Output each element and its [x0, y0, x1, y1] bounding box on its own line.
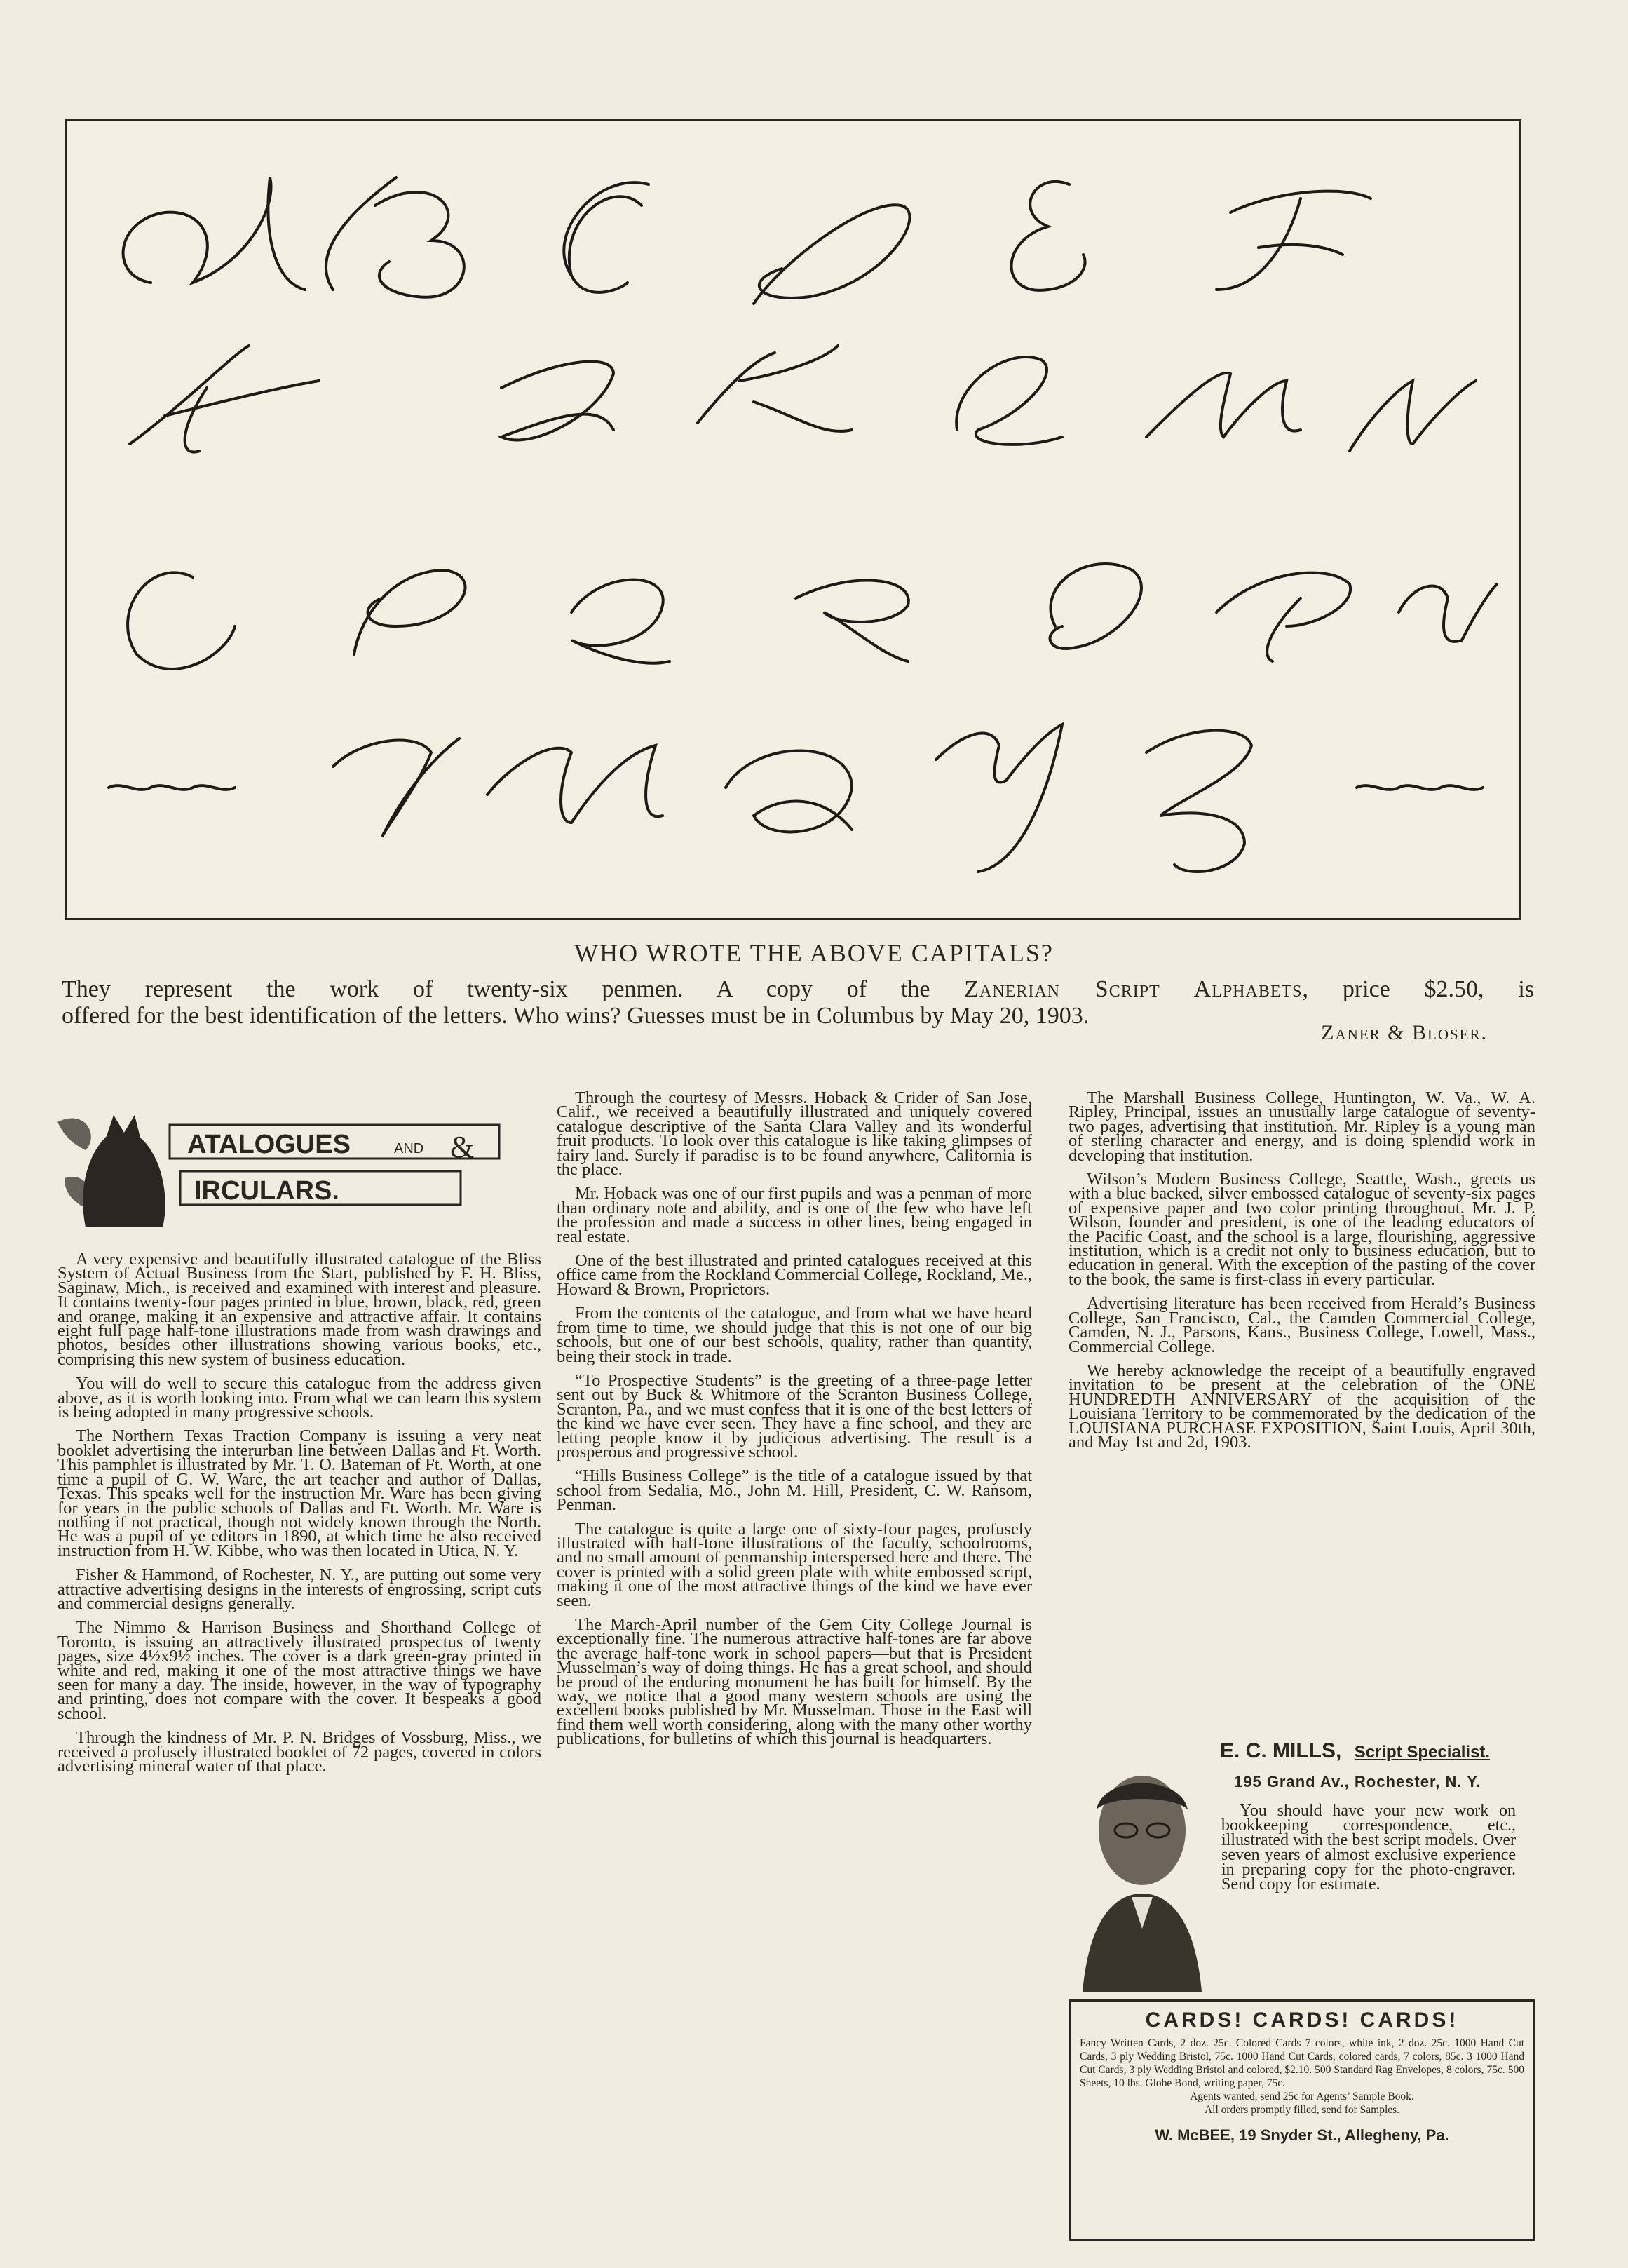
script-letter-J — [501, 362, 613, 440]
col2-paragraph: One of the best illustrated and printed catalogues received at this office came from the Rockland Commercial College, Rockland, Me., Howard & Brown, Proprietors. — [557, 1251, 1032, 1299]
col1-paragraph: The Nimmo & Harrison Business and Shorthand College of Toronto, is issuing an attractively illustrated prospectus of twenty pages, size 4½x9½ inches. The cover is a dark green-gray printed in white and red, making it one of the most attractive things we have seen for many a day. The inside, however, in the way of typography and printing, does not compare with the cover. It bespeaks a good school. — [57, 1618, 541, 1723]
script-letter-D — [754, 205, 909, 304]
cards-agents: Agents wanted, send 25c for Agents’ Sample Book. — [1190, 2091, 1414, 2102]
script-letter-E — [1012, 182, 1085, 290]
script-letter-W — [487, 745, 663, 823]
col1-paragraph: A very expensive and beautifully illustrated catalogue of the Bliss System of Actual Business from the Start, published by F. H. Bliss, Saginaw, Mich., is received and examined with interest and pleasure. It contains twenty-four pages printed in blue, brown, black, red, green and orange, making it an expensive and attractive affair. It contains eight full page half-tone illustrations made from wash drawings and photos, besides other illustrations showing various books, etc., comprising this new system of business education. — [57, 1250, 541, 1369]
script-capitals-plate — [65, 119, 1521, 920]
script-letter-Z — [1146, 731, 1251, 872]
cards-advertisement — [1069, 1999, 1535, 2241]
intro-line-1-pre: They represent the work of twenty-six penmen. A copy of the — [62, 976, 930, 1002]
book-title: Zanerian Script Alphabets — [964, 976, 1303, 1002]
script-letter-A — [123, 177, 305, 290]
script-letter-C — [564, 182, 649, 292]
banner-word-2: IRCULARS. — [194, 1176, 339, 1206]
script-letter-H — [130, 346, 319, 452]
script-flourish-right — [1357, 785, 1483, 790]
column-3 — [1069, 1088, 1535, 1459]
mills-text: You should have your new work on bookkeeping correspondence, etc., illustrated with the best script models. Over seven years of almost exclusive experience in preparing copy for the photo-engraver. Send copy for estimate. — [1221, 1802, 1516, 1894]
col3-paragraph: Advertising literature has been received from Herald’s Business College, San Francisco, Cal., the Camden Commercial College, Camden, N. J., Parsons, Kans., Business College, Lowell, Mass., Commercial College. — [1069, 1294, 1535, 1356]
portrait-photo — [1069, 1753, 1216, 1992]
signature: Zaner & Bloser. — [1321, 1021, 1488, 1044]
script-letter-R — [796, 581, 909, 661]
mills-address: 195 Grand Av., Rochester, N. Y. — [1234, 1773, 1481, 1790]
mills-name: E. C. MILLS, — [1220, 1739, 1342, 1762]
intro-line-1 — [62, 976, 1534, 1003]
script-letter-L — [956, 357, 1062, 445]
col2-paragraph: “Hills Business College” is the title of a catalogue issued by that school from Sedalia, Mo., John M. Hill, President, C. W. Ransom, Penman. — [557, 1466, 1032, 1515]
script-letter-V — [333, 738, 459, 837]
banner-and: AND — [394, 1141, 424, 1156]
col2-paragraph: Mr. Hoback was one of our first pupils and was a penman of more than ordinary note and ability, and is one of the few who have left the profession and made a success in other lines, being engaged in real estate. — [557, 1184, 1032, 1246]
plate-caption: WHO WROTE THE ABOVE CAPITALS? — [574, 939, 1054, 967]
script-letter-S — [1050, 564, 1141, 649]
mills-advertisement — [1069, 1739, 1535, 2006]
script-flourish-left — [109, 785, 235, 790]
col1-paragraph: Fisher & Hammond, of Rochester, N. Y., are putting out some very attractive advertising designs in the interests of engrossing, script cuts and commercial designs generally. — [57, 1565, 541, 1613]
col2-paragraph: From the contents of the catalogue, and from what we have heard from time to time, we should judge that this is not one of our big schools, but one of our best schools, quality, rather than quantity, being their stock in trade. — [557, 1304, 1032, 1366]
mills-title: Script Specialist. — [1354, 1743, 1491, 1762]
banner-word-1: ATALOGUES — [187, 1130, 351, 1159]
col2-paragraph: The March-April number of the Gem City College Journal is exceptionally fine. The numerous attractive half-tones are far above the average half-tone work in school papers—but that is President Musselman’s way of doing things. He has a great school, and should be proud of the enduring monument he has built for himself. By the way, we notice that a good many western schools are using the excellent books published by Mr. Musselman. Those in the East will find them well worth considering, along with the many other worthy publications, for bulletins of which this journal is headquarters. — [557, 1615, 1032, 1749]
col1-paragraph: You will do well to secure this catalogue from the address given above, as it is worth looking into. From what we can learn this system is being adopted in many progressive schools. — [57, 1374, 541, 1422]
script-letter-U — [1399, 584, 1497, 642]
column-2 — [557, 1088, 1032, 1757]
col2-paragraph: “To Prospective Students” is the greeting of a three-page letter sent out by Buck & Whitmore of the Scranton Business College, Scranton, Pa., and we must confess that it is one of the best letters of the kind we have ever seen. They have a fine school, and they are letting people know it by judicious advertising. The result is a prosperous and progressive school. — [557, 1370, 1032, 1462]
script-letter-Y — [936, 724, 1062, 872]
script-letter-X — [726, 751, 852, 832]
intro-line-1-post: , price $2.50, is — [1302, 976, 1535, 1002]
script-letter-P — [354, 570, 466, 654]
column-1 — [57, 1091, 541, 1783]
cards-title: CARDS! CARDS! CARDS! — [1145, 2009, 1459, 2032]
intro-line-2: offered for the best identification of the letters. Who wins? Guesses must be in Columbus by May 20, 1903. — [62, 1003, 1090, 1029]
cards-body: Fancy Written Cards, 2 doz. 25c. Colored Cards 7 colors, white ink, 2 doz. 25c. 1000 Hand Cut Cards, 3 ply Wedding Bristol, 75c. 1000 Hand Cut Cards, colored cards, 7 colors, 85c. 3 1000 Hand Cut Cards, 3 ply Wedding Bristol and colored, $2.10. 500 Standard Rag Envelopes, 8 colors, 75c. 500 Sheets, 10 lbs. Globe Bond, writing paper, 75c. — [1080, 2037, 1524, 2089]
cards-orders: All orders promptly filled, send for Samples. — [1204, 2104, 1400, 2116]
mills-heading — [1220, 1739, 1490, 1763]
col1-paragraph: The Northern Texas Traction Company is issuing a very neat booklet advertising the interurban line between Dallas and Ft. Worth. This pamphlet is illustrated by Mr. T. O. Bateman of Ft. Worth, at one time a pupil of G. W. Ware, the art teacher and author of Dallas, Texas. This speaks well for the instruction Mr. Ware has been giving for years in the public schools of Dallas and Ft. Worth. Mr. Ware is nothing if not practical, though not widely known through the North. He was a pupil of ye editors in 1890, at which time he also received instruction from H. W. Kibbe, who was then located in Utica, N. Y. — [57, 1426, 541, 1560]
col3-paragraph: The Marshall Business College, Huntington, W. Va., W. A. Ripley, Principal, issues an unusually large catalogue of seventy-two pages, advertising that institution. Mr. Ripley is a young man of sterling character and energy, and is doing splendid work in developing that institution. — [1069, 1088, 1535, 1165]
script-letter-T — [1216, 573, 1350, 661]
col1-paragraph: Through the kindness of Mr. P. N. Bridges of Vossburg, Miss., we received a profusely illustrated booklet of 72 pages, covered in colors advertising mineral water of that place. — [57, 1728, 541, 1776]
script-capitals-illustration — [67, 121, 1519, 918]
cards-footer: W. McBEE, 19 Snyder St., Allegheny, Pa. — [1155, 2126, 1449, 2144]
col3-paragraph: Wilson’s Modern Business College, Seattle, Wash., greets us with a blue backed, silver embossed catalogue of seventy-six pages of expensive paper and two color printing throughout. Mr. J. P. Wilson, founder and president, is one of the leading educators of the Pacific Coast, and the school is a large, flourishing, aggressive institution, which is a credit not only to business education, but to education in general. With the exception of the pasting of the cover to the book, the same is first-class in every particular. — [1069, 1170, 1535, 1289]
banner-amp: & — [450, 1130, 475, 1164]
script-letter-F — [1216, 191, 1371, 290]
script-letter-O — [128, 572, 235, 668]
col2-paragraph: The catalogue is quite a large one of sixty-four pages, profusely illustrated with half-tone illustrations of the faculty, schoolrooms, and no small amount of penmanship interspersed here and there. The cover is printed with a solid green plate with white embossed script, making it one of the most attractive things of the kind we have ever seen. — [557, 1519, 1032, 1610]
col3-paragraph: We hereby acknowledge the receipt of a beautifully engraved invitation to be present at the celebration of the ONE HUNDREDTH ANNIVERSARY of the acquisition of the Louisiana Territory to be commemorated by the dedication of the LOUISIANA PURCHASE EXPOSITION, Saint Louis, April 30th, and May 1st and 2d, 1903. — [1069, 1361, 1535, 1452]
script-letter-K — [698, 346, 852, 431]
script-letter-Q — [571, 580, 670, 663]
col2-paragraph: Through the courtesy of Messrs. Hoback & Crider of San Jose, Calif., we received a beautifully illustrated and uniquely covered catalogue descriptive of the Santa Clara Valley and its wonderful fruit products. To look over this catalogue is like taking glimpses of fairy land. Surely if paradise is to be found anywhere, California is the place. — [557, 1088, 1032, 1180]
script-letter-B — [326, 177, 464, 297]
script-letter-M — [1146, 373, 1301, 437]
script-letter-N — [1350, 381, 1476, 451]
